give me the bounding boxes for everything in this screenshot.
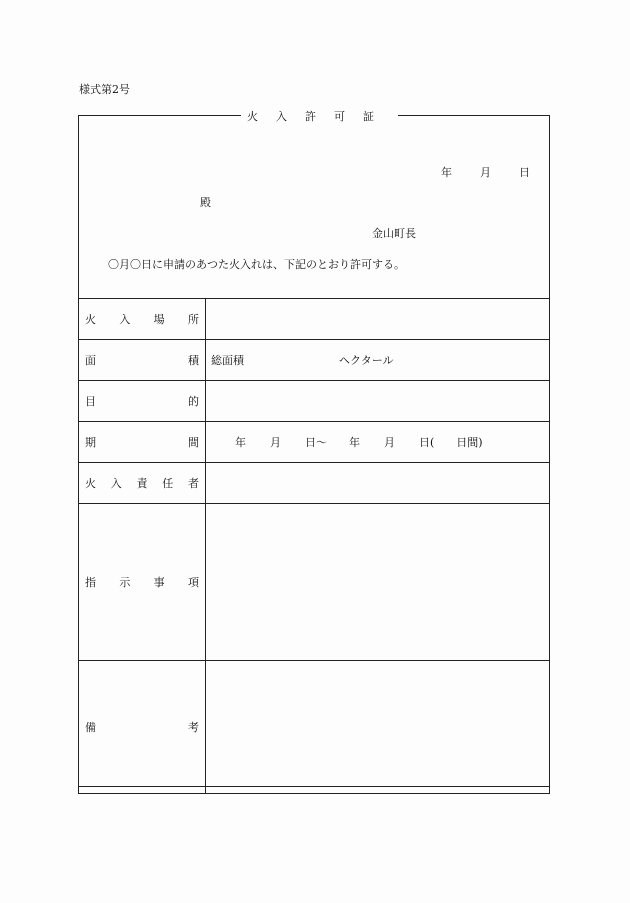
label-char: 事 [153, 576, 165, 589]
period-start-day: 日〜 [305, 436, 327, 449]
label-char: 火 [85, 313, 96, 326]
label-area [79, 340, 206, 381]
period-days: 日間) [456, 436, 483, 449]
value-period [206, 422, 550, 463]
value-purpose [206, 381, 550, 422]
permit-details-table [78, 298, 550, 794]
label-char: 項 [187, 576, 199, 589]
period-start-year: 年 [235, 436, 246, 449]
label-remarks [79, 661, 206, 794]
value-area [206, 340, 550, 381]
table-row [79, 463, 550, 504]
issuer-name: 金山町長 [372, 227, 416, 240]
label-char: 入 [119, 313, 131, 326]
label-char: 考 [188, 721, 199, 734]
label-char: 指 [85, 576, 96, 589]
period-start-month: 月 [270, 436, 281, 449]
document-title: 火入許可証 [241, 108, 398, 124]
addressee-suffix: 殿 [200, 196, 211, 209]
table-row [79, 504, 550, 661]
label-char: 期 [85, 436, 96, 449]
table-row [79, 299, 550, 340]
label-char: 的 [188, 395, 199, 408]
table-row [79, 422, 550, 463]
label-char: 責 [136, 477, 148, 490]
label-char: 積 [188, 354, 199, 367]
date-day: 日 [519, 166, 530, 179]
area-unit: ヘクタール [339, 354, 394, 367]
value-responsible [206, 463, 550, 504]
date-year: 年 [441, 166, 452, 179]
date-month: 月 [480, 166, 491, 179]
label-purpose [79, 381, 206, 422]
value-instructions [206, 504, 550, 661]
label-location [79, 299, 206, 340]
label-char: 所 [187, 313, 199, 326]
label-char: 火 [85, 477, 96, 490]
label-char: 間 [188, 436, 199, 449]
table-row [79, 381, 550, 422]
label-responsible [79, 463, 206, 504]
form-number: 様式第2号 [79, 83, 130, 96]
period-end-year: 年 [349, 436, 360, 449]
label-instructions [79, 504, 206, 661]
value-remarks [206, 661, 550, 794]
table-row [79, 661, 550, 794]
label-period [79, 422, 206, 463]
issue-date [441, 164, 530, 180]
label-char: 目 [85, 395, 96, 408]
label-char: 任 [162, 477, 174, 490]
label-char: 場 [153, 313, 165, 326]
permit-statement: 〇月〇日に申請のあつた火入れは、下記のとおり許可する。 [108, 258, 405, 271]
label-char: 備 [85, 721, 96, 734]
value-location [206, 299, 550, 340]
label-char: 示 [119, 576, 131, 589]
period-end-day: 日( [419, 436, 435, 449]
label-char: 者 [188, 477, 199, 490]
label-char: 面 [85, 354, 96, 367]
table-row [79, 340, 550, 381]
label-char: 入 [110, 477, 122, 490]
period-end-month: 月 [384, 436, 395, 449]
area-total-label: 総面積 [211, 354, 244, 367]
